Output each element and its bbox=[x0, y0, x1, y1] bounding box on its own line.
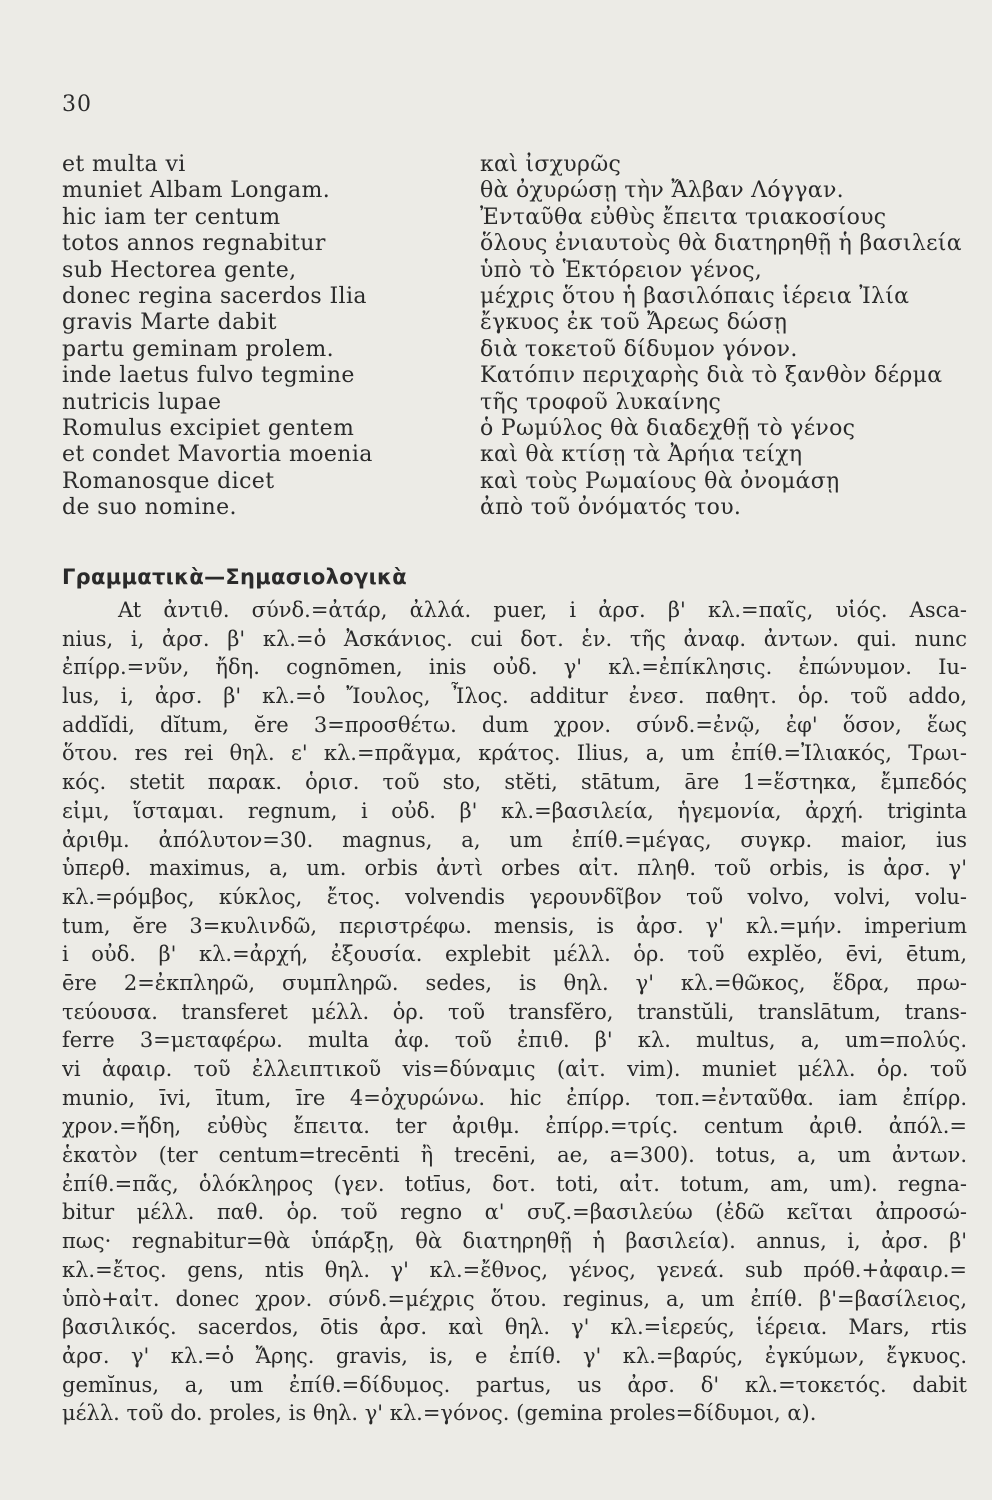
latin-line: totos annos regnabitur bbox=[62, 231, 326, 257]
grammar-line: At ἀντιθ. σύνδ.=ἀτάρ, ἀλλά. puer, i ἀρσ. β' κλ.=παῖς, υἱός. Asca- bbox=[118, 598, 967, 622]
latin-line: sub Hectorea gente, bbox=[62, 257, 297, 283]
greek-line: καὶ θὰ κτίσῃ τὰ Ἀρήια τείχη bbox=[480, 442, 803, 468]
greek-line: ὑπὸ τὸ Ἑκτόρειον γένος, bbox=[480, 257, 763, 283]
grammar-line: nius, i, ἀρσ. β' κλ.=ὁ Ἀσκάνιος. cui δοτ. ἑν. τῆς ἀναφ. ἀντων. qui. nunc bbox=[62, 626, 967, 651]
grammar-line: κλ.=ρόμβος, κύκλος, ἔτος. volvendis γερουνδῖβον τοῦ volvo, volvi, volu- bbox=[62, 884, 967, 909]
latin-line: partu geminam prolem. bbox=[62, 336, 335, 362]
greek-line: θὰ ὀχυρώσῃ τὴν Ἄλβαν Λόγγαν. bbox=[480, 178, 844, 204]
greek-line: καὶ ἰσχυρῶς bbox=[480, 152, 622, 177]
latin-line: hic iam ter centum bbox=[62, 204, 281, 230]
latin-line: inde laetus fulvo tegmine bbox=[62, 363, 355, 389]
verse-row bbox=[62, 442, 967, 468]
verse-row bbox=[62, 390, 967, 416]
grammar-line: ferre 3=μεταφέρω. multa ἀφ. τοῦ ἐπιθ. β' κλ. multus, a, um=πολύς. bbox=[62, 1028, 967, 1053]
greek-line: ἔγκυος ἐκ τοῦ Ἄρεως δώσῃ bbox=[480, 310, 788, 336]
grammar-line: munio, īvi, ītum, īre 4=ὀχυρώνω. hic ἐπίρρ. τοπ.=ἐνταῦθα. iam ἐπίρρ. bbox=[62, 1085, 967, 1110]
grammar-line: ὑπὸ+αἰτ. donec χρον. σύνδ.=μέχρις ὅτου. reginus, a, um ἐπίθ. β'=βασίλειος, bbox=[62, 1286, 967, 1311]
greek-line: Κατόπιν περιχαρὴς διὰ τὸ ξανθὸν δέρμα bbox=[480, 363, 943, 389]
grammar-line: tum, ĕre 3=κυλινδῶ, περιστρέφω. mensis, is ἀρσ. γ' κλ.=μήν. imperium bbox=[62, 913, 967, 938]
greek-line: διὰ τοκετοῦ δίδυμον γόνον. bbox=[480, 336, 798, 362]
grammar-line: lus, i, ἀρσ. β' κλ.=ὁ Ἴουλος, Ἶλος. additur ἐνεσ. παθητ. ὁρ. τοῦ addo, bbox=[62, 684, 967, 709]
page-number: 30 bbox=[62, 92, 92, 117]
grammar-notes bbox=[62, 596, 967, 1428]
verse-row bbox=[62, 416, 967, 442]
latin-line: Romulus excipiet gentem bbox=[62, 415, 355, 441]
latin-line: de suo nomine. bbox=[62, 495, 237, 521]
grammar-line: gemĭnus, a, um ἐπίθ.=δίδυμος. partus, us ἀρσ. δ' κλ.=τοκετός. dabit bbox=[62, 1372, 967, 1397]
verse-row bbox=[62, 284, 967, 310]
verse-row bbox=[62, 310, 967, 336]
grammar-line: ἑκατὸν (ter centum=trecēnti ἢ trecēni, ae, a=300). totus, a, um ἀντων. bbox=[62, 1143, 967, 1168]
greek-line: καὶ τοὺς Ρωμαίους θὰ ὀνομάσῃ bbox=[480, 468, 840, 494]
verse-row bbox=[62, 231, 967, 257]
grammar-line: μέλλ. τοῦ do. proles, is θηλ. γ' κλ.=γόνος. (gemina proles=δίδυμοι, α). bbox=[62, 1401, 817, 1426]
latin-line: et condet Mavortia moenia bbox=[62, 442, 373, 468]
verse-row bbox=[62, 363, 967, 389]
grammar-line: ὑπερθ. maximus, a, um. orbis ἀντὶ orbes αἰτ. πληθ. τοῦ orbis, is ἀρσ. γ' bbox=[62, 856, 967, 881]
grammar-line: ēre 2=ἐκπληρῶ, συμπληρῶ. sedes, is θηλ. γ' κλ.=θῶκος, ἕδρα, πρω- bbox=[62, 970, 967, 995]
grammar-line: ἐπίθ.=πᾶς, ὁλόκληρος (γεν. totīus, δοτ. toti, αἰτ. totum, am, um). regna- bbox=[62, 1171, 967, 1196]
latin-line: Romanosque dicet bbox=[62, 468, 275, 494]
greek-line: Ἐνταῦθα εὐθὺς ἔπειτα τριακοσίους bbox=[480, 204, 887, 230]
verse-row bbox=[62, 205, 967, 231]
greek-line: ἀπὸ τοῦ ὀνόματός του. bbox=[480, 495, 742, 521]
latin-line: et multa vi bbox=[62, 152, 186, 177]
grammar-line: χρον.=ἤδη, εὐθὺς ἔπειτα. ter ἀριθμ. ἐπίρρ.=τρίς. centum ἀριθ. ἀπόλ.= bbox=[62, 1114, 967, 1139]
greek-line: ὅλους ἐνιαυτοὺς θὰ διατηρηθῇ ἡ βασιλεία bbox=[480, 231, 962, 257]
grammar-line: addĭdi, dĭtum, ĕre 3=προσθέτω. dum χρον. σύνδ.=ἐνῷ, ἐφ' ὅσον, ἕως bbox=[62, 712, 967, 737]
latin-line: muniet Albam Longam. bbox=[62, 178, 331, 204]
verse-row bbox=[62, 178, 967, 204]
grammar-line: ἀριθμ. ἀπόλυτον=30. magnus, a, um ἐπίθ.=μέγας, συγκρ. maior, ius bbox=[62, 827, 967, 852]
grammar-line: εἰμι, ἵσταμαι. regnum, i οὐδ. β' κλ.=βασιλεία, ἡγεμονία, ἀρχή. triginta bbox=[62, 798, 967, 823]
grammar-line: βασιλικός. sacerdos, ōtis ἀρσ. καὶ θηλ. γ' κλ.=ἱερεύς, ἱέρεια. Mars, rtis bbox=[62, 1315, 967, 1340]
grammar-line: i οὐδ. β' κλ.=ἀρχή, ἐξουσία. explebit μέλλ. ὁρ. τοῦ explĕo, ēvi, ētum, bbox=[62, 942, 967, 967]
latin-line: donec regina sacerdos Ilia bbox=[62, 283, 367, 309]
section-heading: Γραμματικὰ—Σημασιολογικὰ bbox=[62, 565, 407, 589]
grammar-line: ἐπίρρ.=νῦν, ἤδη. cognōmen, inis οὐδ. γ' κλ.=ἐπίκλησις. ἐπώνυμον. Iu- bbox=[62, 655, 967, 680]
parallel-translation bbox=[62, 152, 967, 521]
grammar-line: τεύουσα. transferet μέλλ. ὁρ. τοῦ transfĕro, transtŭli, translātum, trans- bbox=[62, 999, 967, 1024]
verse-row bbox=[62, 469, 967, 495]
verse-row bbox=[62, 495, 967, 521]
greek-line: ὁ Ρωμύλος θὰ διαδεχθῇ τὸ γένος bbox=[480, 415, 856, 441]
grammar-line: ὅτου. res rei θηλ. ε' κλ.=πρᾶγμα, κράτος. Ilius, a, um ἐπίθ.=Ἰλιακός, Τρωι- bbox=[62, 741, 967, 766]
greek-line: μέχρις ὅτου ἡ βασιλόπαις ἱέρεια Ἰλία bbox=[480, 283, 910, 309]
grammar-line: κλ.=ἔτος. gens, ntis θηλ. γ' κλ.=ἔθνος, γένος, γενεά. sub πρόθ.+ἀφαιρ.= bbox=[62, 1257, 967, 1282]
greek-line: τῆς τροφοῦ λυκαίνης bbox=[480, 389, 722, 415]
latin-line: gravis Marte dabit bbox=[62, 310, 277, 336]
latin-line: nutricis lupae bbox=[62, 389, 222, 415]
grammar-line: κός. stetit παρακ. ὁρισ. τοῦ sto, stĕti, stātum, āre 1=ἕστηκα, ἔμπεδός bbox=[62, 770, 967, 795]
grammar-line: bitur μέλλ. παθ. ὁρ. τοῦ regno α' συζ.=βασιλεύω (ἐδῶ κεῖται ἀπροσώ- bbox=[62, 1200, 967, 1225]
verse-row bbox=[62, 258, 967, 284]
verse-row bbox=[62, 152, 967, 178]
grammar-line: πως· regnabitur=θὰ ὑπάρξῃ, θὰ διατηρηθῇ ἡ βασιλεία). annus, i, ἀρσ. β' bbox=[62, 1229, 967, 1254]
verse-row bbox=[62, 337, 967, 363]
grammar-line: ἀρσ. γ' κλ.=ὁ Ἄρης. gravis, is, e ἐπίθ. γ' κλ.=βαρύς, ἐγκύμων, ἔγκυος. bbox=[62, 1343, 967, 1368]
grammar-line: vi ἀφαιρ. τοῦ ἐλλειπτικοῦ vis=δύναμις (αἰτ. vim). muniet μέλλ. ὁρ. τοῦ bbox=[62, 1057, 967, 1081]
